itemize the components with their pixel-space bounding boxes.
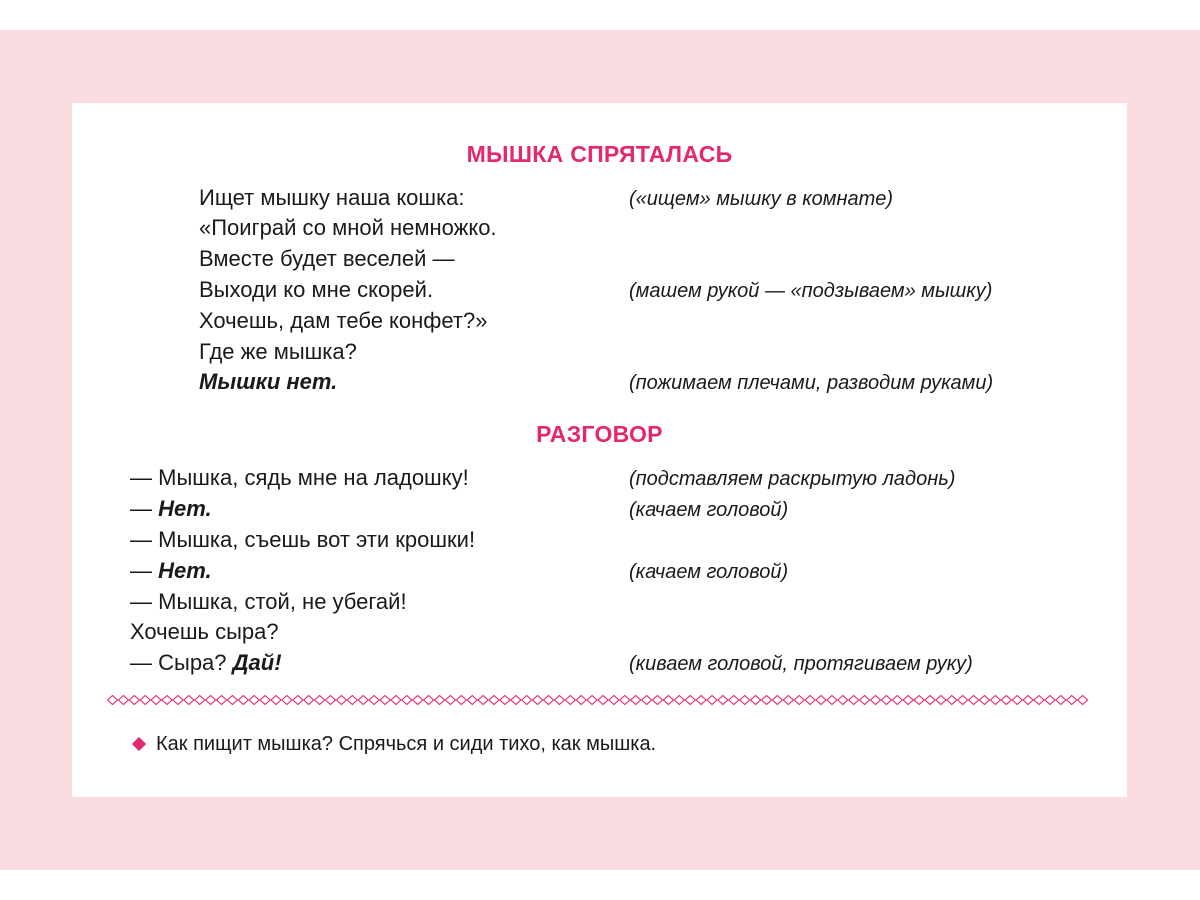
divider-diamond <box>467 696 477 705</box>
divider-diamond <box>391 696 401 705</box>
divider-diamond <box>740 696 750 705</box>
divider-diamond <box>958 696 968 705</box>
divider-diamond <box>304 696 314 705</box>
divider-diamond <box>609 696 619 705</box>
poem1-line-4: Выходи ко мне скорей. <box>199 277 434 302</box>
divider-diamond <box>533 696 543 705</box>
divider-diamond <box>424 696 434 705</box>
divider-diamond <box>435 696 445 705</box>
divider-diamond <box>1078 696 1088 705</box>
divider-diamond <box>892 696 902 705</box>
poem1-title: МЫШКА СПРЯТАЛАСЬ <box>466 141 733 167</box>
divider-diamond <box>576 696 586 705</box>
poem2-line-7-lead: — Сыра? <box>130 650 233 675</box>
divider-diamond <box>936 696 946 705</box>
divider-diamond <box>227 696 237 705</box>
divider-diamond <box>184 696 194 705</box>
divider-diamond <box>914 696 924 705</box>
divider-diamond <box>903 696 913 705</box>
poem2-line-2 <box>130 496 212 522</box>
divider-diamond <box>696 696 706 705</box>
poem2-line-7 <box>130 650 282 676</box>
divider-diamond <box>565 696 575 705</box>
divider-diamond <box>1012 696 1022 705</box>
divider-diamond <box>282 696 292 705</box>
divider-diamond <box>522 696 532 705</box>
divider-diamond <box>947 696 957 705</box>
poem2-note-4: (киваем головой, протягиваем руку) <box>629 653 973 675</box>
divider-diamond <box>674 696 684 705</box>
poem2-line-3: — Мышка, съешь вот эти крошки! <box>130 527 476 552</box>
poem2-line-2-emphasis: Нет. <box>158 496 212 521</box>
divider-diamond <box>838 696 848 705</box>
poem1-line-1: Ищет мышку наша кошка: <box>199 185 465 210</box>
poem2-line-1: — Мышка, сядь мне на ладошку! <box>130 465 469 490</box>
diamond-chain-divider <box>107 693 1092 707</box>
divider-diamond <box>980 696 990 705</box>
divider-diamond <box>1067 696 1077 705</box>
divider-diamond <box>772 696 782 705</box>
diamond-bullet-icon <box>132 737 146 751</box>
divider-diamond <box>718 696 728 705</box>
poem2-line-4-dash: — <box>130 558 159 583</box>
divider-diamond <box>162 696 172 705</box>
divider-diamond <box>663 696 673 705</box>
divider-diamond <box>642 696 652 705</box>
divider-diamond <box>794 696 804 705</box>
divider-diamond <box>380 696 390 705</box>
divider-diamond <box>402 696 412 705</box>
poem2-note-2: (качаем головой) <box>629 499 789 521</box>
divider-diamond <box>816 696 826 705</box>
divider-diamond <box>238 696 248 705</box>
divider-diamond <box>140 696 150 705</box>
divider-diamond <box>1034 696 1044 705</box>
divider-diamond <box>206 696 216 705</box>
poem2-line-2-dash: — <box>130 496 159 521</box>
divider-diamond <box>871 696 881 705</box>
poem2-line-4-emphasis: Нет. <box>158 558 212 583</box>
divider-diamond <box>762 696 772 705</box>
divider-diamond <box>500 696 510 705</box>
divider-diamond <box>860 696 870 705</box>
divider-diamond <box>195 696 205 705</box>
divider-diamond <box>751 696 761 705</box>
divider-diamond <box>827 696 837 705</box>
divider-diamond <box>849 696 859 705</box>
divider-diamond <box>108 696 118 705</box>
divider-diamond <box>217 696 227 705</box>
poem1-line-7-emphasis: Мышки нет. <box>199 369 338 394</box>
poem1-line-2: «Поиграй со мной немножко. <box>199 215 497 240</box>
poem1-line-3: Вместе будет веселей — <box>199 246 455 271</box>
poem2-line-4 <box>130 558 212 584</box>
divider-diamond <box>369 696 379 705</box>
divider-diamond <box>783 696 793 705</box>
divider-diamond <box>620 696 630 705</box>
content-card <box>72 103 1127 797</box>
divider-diamond <box>990 696 1000 705</box>
divider-diamond <box>587 696 597 705</box>
divider-diamond <box>293 696 303 705</box>
poem1-note-3: (пожимаем плечами, разводим руками) <box>629 372 994 394</box>
divider-diamond <box>1045 696 1055 705</box>
divider-diamond <box>554 696 564 705</box>
divider-diamond <box>598 696 608 705</box>
poem2-title: РАЗГОВОР <box>536 421 663 447</box>
divider-diamond <box>707 696 717 705</box>
divider-diamond <box>118 696 128 705</box>
divider-diamond <box>1023 696 1033 705</box>
divider-diamond <box>511 696 521 705</box>
divider-diamond <box>173 696 183 705</box>
poem2-note-1: (подставляем раскрытую ладонь) <box>629 468 956 490</box>
divider-diamond <box>653 696 663 705</box>
divider-diamond <box>326 696 336 705</box>
divider-diamond <box>271 696 281 705</box>
divider-diamond <box>445 696 455 705</box>
poem1-line-6: Где же мышка? <box>199 339 357 364</box>
divider-diamond <box>729 696 739 705</box>
divider-diamond <box>478 696 488 705</box>
divider-diamond <box>456 696 466 705</box>
poem1-line-5: Хочешь, дам тебе конфет?» <box>199 308 488 333</box>
divider-diamond <box>805 696 815 705</box>
divider-diamond <box>347 696 357 705</box>
divider-diamond <box>685 696 695 705</box>
divider-diamond <box>336 696 346 705</box>
poem2-note-3: (качаем головой) <box>629 561 789 583</box>
divider-diamond <box>881 696 891 705</box>
divider-diamond <box>260 696 270 705</box>
tip-text: Как пищит мышка? Спрячься и сиди тихо, как мышка. <box>156 733 657 755</box>
poem2-line-5: — Мышка, стой, не убегай! <box>130 589 407 614</box>
divider-diamond <box>544 696 554 705</box>
divider-diamond <box>969 696 979 705</box>
divider-diamond <box>489 696 499 705</box>
divider-diamond <box>631 696 641 705</box>
poem1-note-1: («ищем» мышку в комнате) <box>629 188 894 210</box>
divider-diamond <box>358 696 368 705</box>
divider-diamond <box>129 696 139 705</box>
divider-diamond <box>151 696 161 705</box>
divider-diamond <box>1056 696 1066 705</box>
divider-diamond <box>1001 696 1011 705</box>
poem1-note-2: (машем рукой — «подзываем» мышку) <box>629 280 993 302</box>
poem2-line-7-emphasis: Дай! <box>232 650 282 675</box>
divider-diamond <box>315 696 325 705</box>
poem2-line-6: Хочешь сыра? <box>130 619 279 644</box>
divider-diamond <box>925 696 935 705</box>
divider-diamond <box>413 696 423 705</box>
poem1-line-7 <box>199 369 337 395</box>
divider-diamond <box>249 696 259 705</box>
